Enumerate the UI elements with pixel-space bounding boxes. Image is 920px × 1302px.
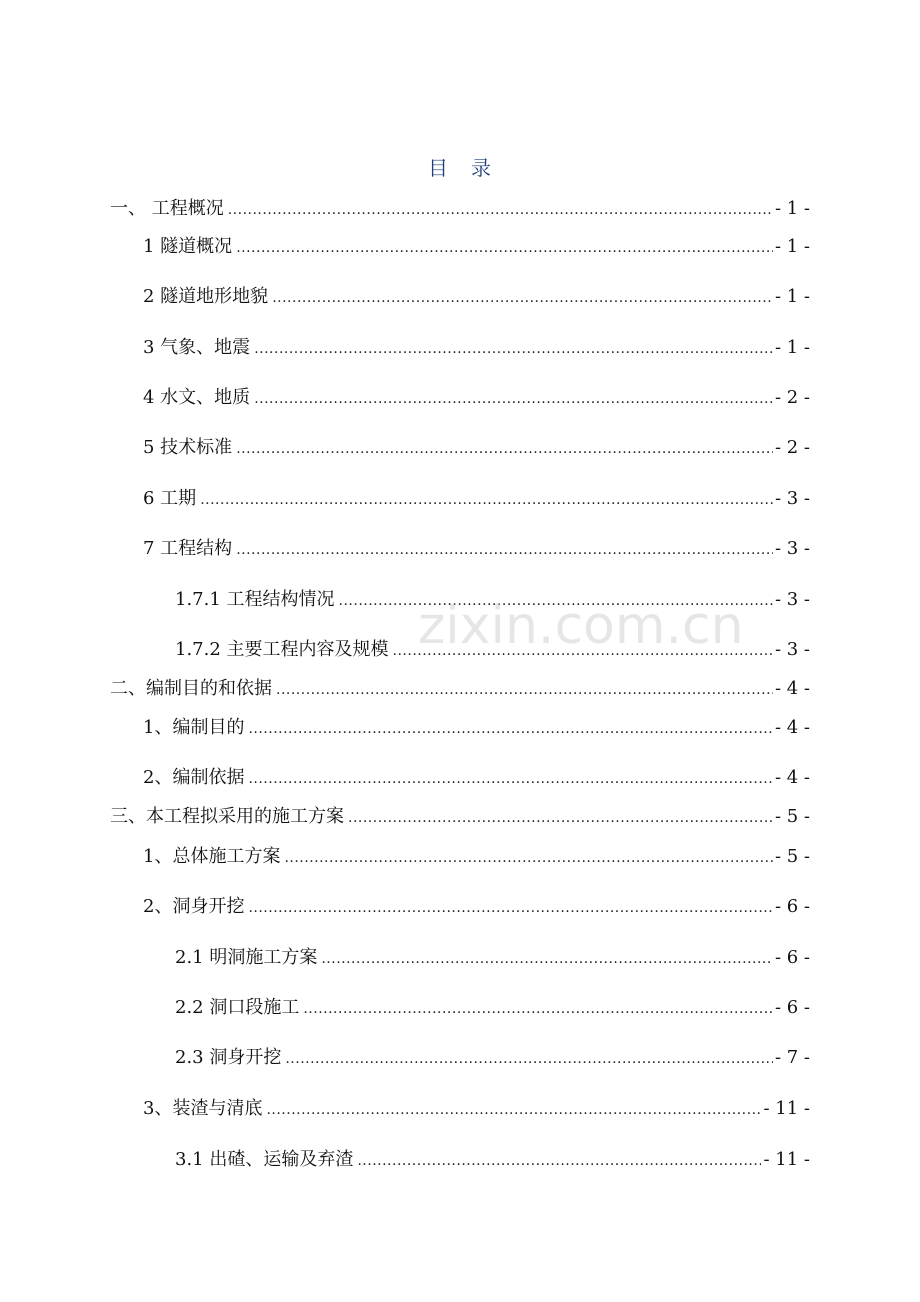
dot-leader bbox=[200, 490, 773, 510]
dot-leader bbox=[266, 1100, 761, 1120]
toc-entry-page: - 2 - bbox=[774, 437, 810, 458]
toc-entry-page: - 11 - bbox=[763, 1149, 810, 1170]
toc-entry-label: 2.1 明洞施工方案 bbox=[175, 947, 318, 968]
toc-entry-label: 1、总体施工方案 bbox=[143, 846, 281, 867]
toc-entry-label: 1.7.1 工程结构情况 bbox=[175, 589, 335, 610]
toc-entry-label: 1、编制目的 bbox=[143, 717, 245, 738]
dot-leader bbox=[228, 200, 773, 220]
toc-entry-page: - 7 - bbox=[774, 1047, 810, 1068]
toc-entry-page: - 2 - bbox=[774, 387, 810, 408]
toc-entry-1-6[interactable] bbox=[143, 486, 810, 512]
toc-entry-page: - 6 - bbox=[774, 997, 810, 1018]
toc-entry-1-2[interactable] bbox=[143, 284, 810, 310]
dot-leader bbox=[236, 238, 773, 258]
toc-entry-3-2-1[interactable] bbox=[175, 945, 810, 971]
dot-leader bbox=[254, 389, 773, 409]
toc-entry-label: 3 气象、地震 bbox=[143, 337, 251, 358]
toc-entry-page: - 3 - bbox=[774, 538, 810, 559]
toc-entry-page: - 5 - bbox=[774, 846, 810, 867]
toc-entry-1-3[interactable] bbox=[143, 335, 810, 361]
toc-entry-page: - 5 - bbox=[774, 806, 810, 827]
toc-entry-page: - 3 - bbox=[774, 488, 810, 509]
toc-entry-label: 2 隧道地形地貌 bbox=[143, 286, 269, 307]
toc-entry-label: 3.1 出碴、运输及弃渣 bbox=[175, 1149, 354, 1170]
toc-entry-1-5[interactable] bbox=[143, 435, 810, 461]
toc-entry-3-2-3[interactable] bbox=[175, 1045, 810, 1071]
watermark: zixin.com.cn bbox=[418, 596, 744, 656]
toc-entry-label: 3、装渣与清底 bbox=[143, 1098, 263, 1119]
toc-entry-page: - 4 - bbox=[774, 717, 810, 738]
dot-leader bbox=[236, 439, 773, 459]
toc-entry-page: - 1 - bbox=[774, 286, 810, 307]
toc-entry-label: 7 工程结构 bbox=[143, 538, 233, 559]
toc-entry-2-2[interactable] bbox=[143, 765, 810, 791]
toc-entry-chapter-1[interactable] bbox=[110, 196, 810, 222]
toc-entry-label: 6 工期 bbox=[143, 488, 197, 509]
dot-leader bbox=[248, 769, 772, 789]
toc-entry-page: - 4 - bbox=[774, 678, 810, 699]
dot-leader bbox=[285, 1049, 773, 1069]
dot-leader bbox=[254, 339, 773, 359]
dot-leader bbox=[348, 808, 773, 828]
toc-entry-1-1[interactable] bbox=[143, 234, 810, 260]
toc-title-char-2: 录 bbox=[471, 156, 492, 180]
toc-entry-page: - 11 - bbox=[763, 1098, 810, 1119]
toc-entry-label: 2.2 洞口段施工 bbox=[175, 997, 300, 1018]
toc-entry-page: - 3 - bbox=[774, 639, 810, 660]
toc-entry-3-3-1[interactable] bbox=[175, 1147, 810, 1173]
toc-entry-1-4[interactable] bbox=[143, 385, 810, 411]
toc-entry-3-3[interactable] bbox=[143, 1096, 810, 1122]
toc-entry-label: 1.7.2 主要工程内容及规模 bbox=[175, 639, 389, 660]
toc-entry-2-1[interactable] bbox=[143, 715, 810, 741]
toc-entry-label: 一、 工程概况 bbox=[110, 198, 224, 219]
toc-entry-page: - 1 - bbox=[774, 236, 810, 257]
dot-leader bbox=[248, 898, 772, 918]
toc-entry-page: - 4 - bbox=[774, 767, 810, 788]
toc-entry-label: 1 隧道概况 bbox=[143, 236, 233, 257]
dot-leader bbox=[272, 288, 773, 308]
dot-leader bbox=[357, 1151, 761, 1171]
toc-entry-page: - 3 - bbox=[774, 589, 810, 610]
toc-entry-page: - 6 - bbox=[774, 896, 810, 917]
dot-leader bbox=[321, 949, 773, 969]
toc-entry-page: - 6 - bbox=[774, 947, 810, 968]
toc-entry-label: 4 水文、地质 bbox=[143, 387, 251, 408]
dot-leader bbox=[236, 540, 773, 560]
toc-entry-chapter-2[interactable] bbox=[110, 676, 810, 702]
toc-entry-label: 2、洞身开挖 bbox=[143, 896, 245, 917]
toc-entry-3-1[interactable] bbox=[143, 844, 810, 870]
toc-entry-label: 三、本工程拟采用的施工方案 bbox=[110, 806, 344, 827]
dot-leader bbox=[303, 999, 773, 1019]
toc-entry-label: 2、编制依据 bbox=[143, 767, 245, 788]
toc-entry-label: 2.3 洞身开挖 bbox=[175, 1047, 282, 1068]
dot-leader bbox=[248, 719, 772, 739]
toc-entry-chapter-3[interactable] bbox=[110, 804, 810, 830]
toc-entry-3-2-2[interactable] bbox=[175, 995, 810, 1021]
dot-leader bbox=[284, 848, 772, 868]
toc-entry-label: 5 技术标准 bbox=[143, 437, 233, 458]
toc-entry-1-7[interactable] bbox=[143, 536, 810, 562]
toc-entry-label: 二、编制目的和依据 bbox=[110, 678, 272, 699]
toc-entry-page: - 1 - bbox=[774, 198, 810, 219]
toc-title-char-1: 目 bbox=[428, 156, 449, 180]
toc-entry-3-2[interactable] bbox=[143, 894, 810, 920]
dot-leader bbox=[276, 680, 773, 700]
toc-entry-page: - 1 - bbox=[774, 337, 810, 358]
